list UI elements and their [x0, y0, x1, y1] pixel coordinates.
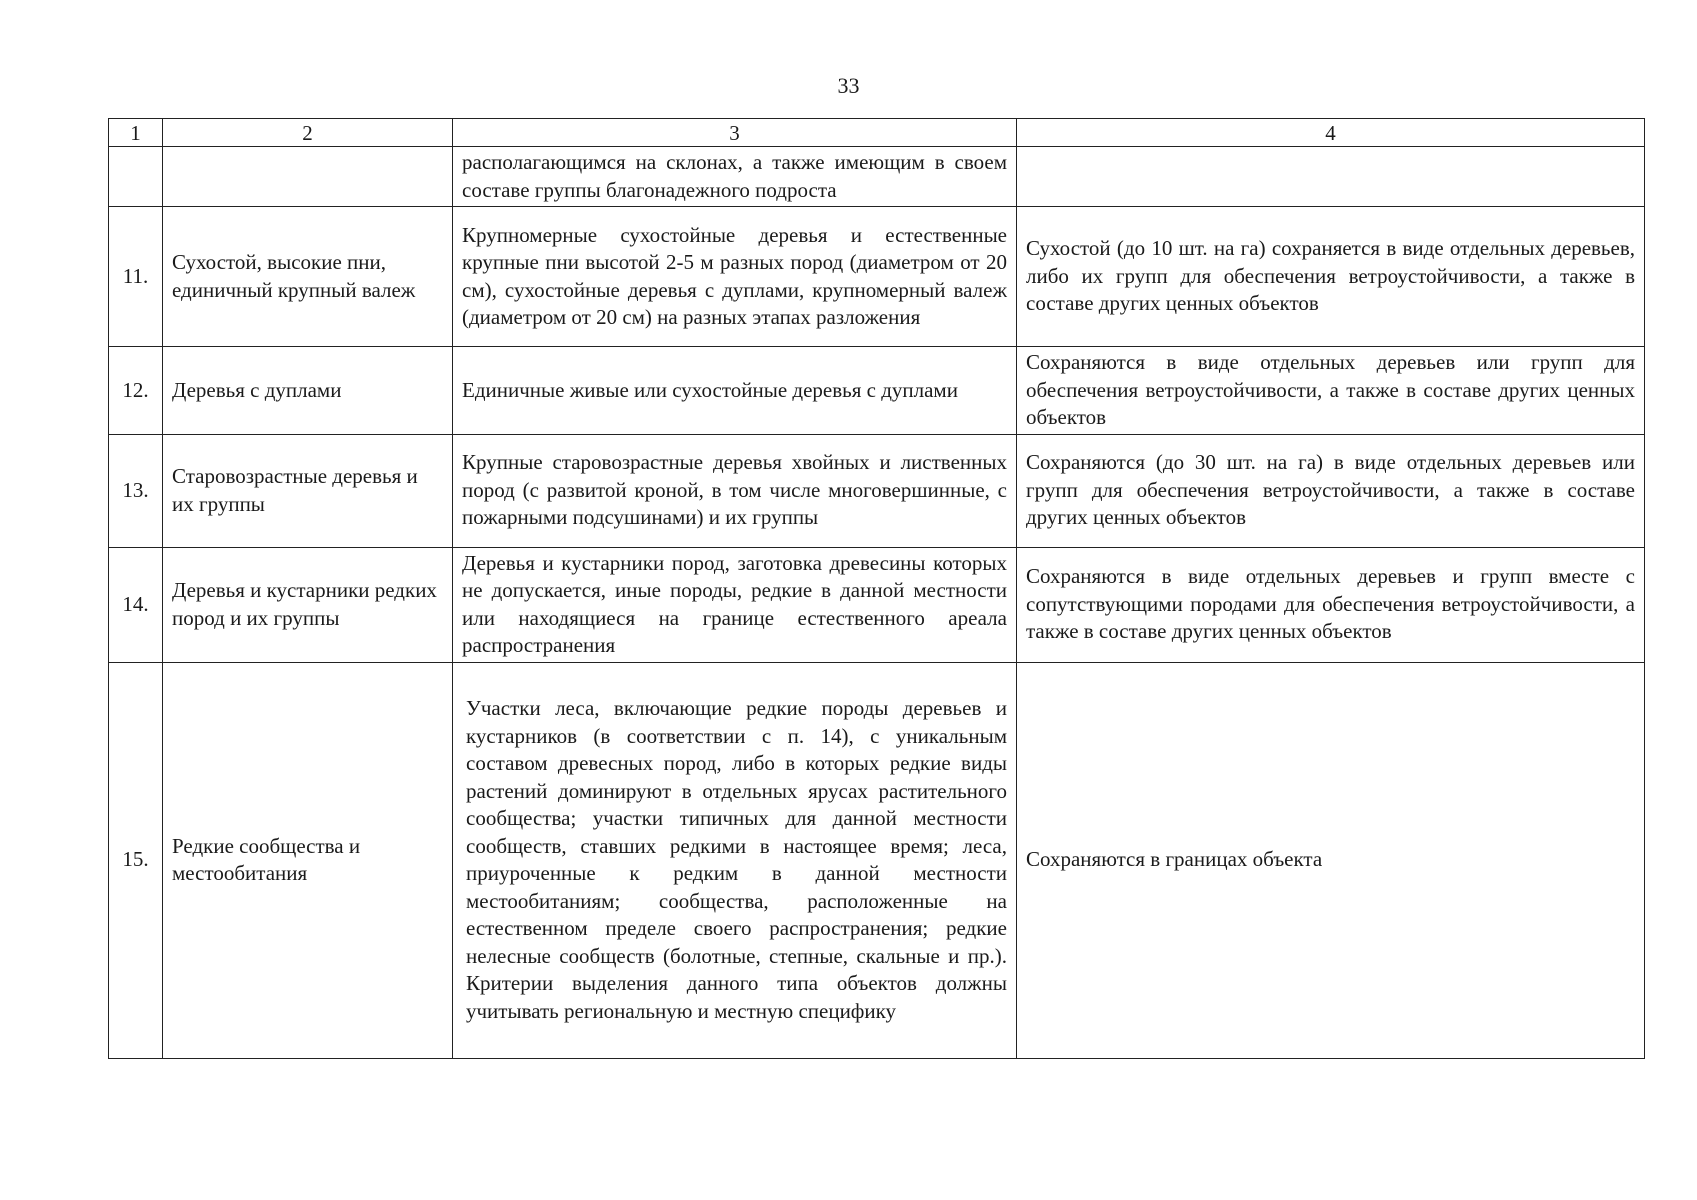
requirement-text: Сохраняются в виде отдельных деревьев и групп вместе с сопутствующими породами для обеспечения ветроустойчивости, а также в составе других ценных объектов [1017, 547, 1645, 662]
table-row [109, 434, 1645, 547]
requirement-text: Сухостой (до 10 шт. на га) сохраняется в виде отдельных деревьев, либо их групп для обеспечения ветроустойчивости, а также в составе других ценных объектов [1017, 207, 1645, 347]
column-header-2: 2 [163, 119, 453, 147]
requirement-text: Сохраняются в виде отдельных деревьев или групп для обеспечения ветроустойчивости, а также в составе других ценных объектов [1017, 347, 1645, 435]
requirement-text [1017, 147, 1645, 207]
table-row [109, 147, 1645, 207]
criteria-text: Единичные живые или сухостойные деревья с дуплами [453, 347, 1017, 435]
page-number: 33 [837, 73, 860, 98]
row-number: 12. [109, 347, 163, 435]
object-name: Деревья и кустарники редких пород и их группы [163, 547, 453, 662]
table-row [109, 347, 1645, 435]
row-number: 15. [109, 662, 163, 1058]
table-row [109, 207, 1645, 347]
object-name: Старовозрастные деревья и их группы [163, 434, 453, 547]
object-name: Деревья с дуплами [163, 347, 453, 435]
row-number: 14. [109, 547, 163, 662]
criteria-text: Участки леса, включающие редкие породы деревьев и кустарников (в соответствии с п. 14), с уникальным составом древесных пород, либо в которых редкие виды растений доминируют в отдельных ярусах растительного сообщества; участки типичных для данной местности сообществ, ставших редкими в настоящее время; леса, приуроченные к редким в данной местности местообитаниям; сообщества, расположенные на естественном пределе своего распространения; редкие нелесные сообществ (болотные, степные, скальные и пр.). Критерии выделения данного типа объектов должны учитывать региональную и местную специфику [453, 662, 1017, 1058]
requirement-text: Сохраняются (до 30 шт. на га) в виде отдельных деревьев или групп для обеспечения ветроустойчивости, а также в составе других ценных объектов [1017, 434, 1645, 547]
criteria-table [108, 118, 1645, 1059]
requirement-text: Сохраняются в границах объекта [1017, 662, 1645, 1058]
row-number: 11. [109, 207, 163, 347]
row-number: 13. [109, 434, 163, 547]
criteria-text: Деревья и кустарники пород, заготовка древесины которых не допускается, иные породы, редкие в данной местности или находящиеся на границе естественного ареала распространения [453, 547, 1017, 662]
table-row [109, 547, 1645, 662]
criteria-text: Крупномерные сухостойные деревья и естественные крупные пни высотой 2-5 м разных пород (диаметром от 20 см), сухостойные деревья с дуплами, крупномерный валеж (диаметром от 20 см) на разных этапах разложения [453, 207, 1017, 347]
criteria-text: располагающимся на склонах, а также имеющим в своем составе группы благонадежного подроста [453, 147, 1017, 207]
table-header [109, 119, 1645, 147]
object-name [163, 147, 453, 207]
column-header-1: 1 [109, 119, 163, 147]
object-name: Редкие сообщества и местообитания [163, 662, 453, 1058]
column-header-3: 3 [453, 119, 1017, 147]
row-number [109, 147, 163, 207]
criteria-text: Крупные старовозрастные деревья хвойных и лиственных пород (с развитой кроной, в том числе многовершинные, с пожарными подсушинами) и их группы [453, 434, 1017, 547]
column-header-4: 4 [1017, 119, 1645, 147]
object-name: Сухостой, высокие пни, единичный крупный валеж [163, 207, 453, 347]
table-row [109, 662, 1645, 1058]
